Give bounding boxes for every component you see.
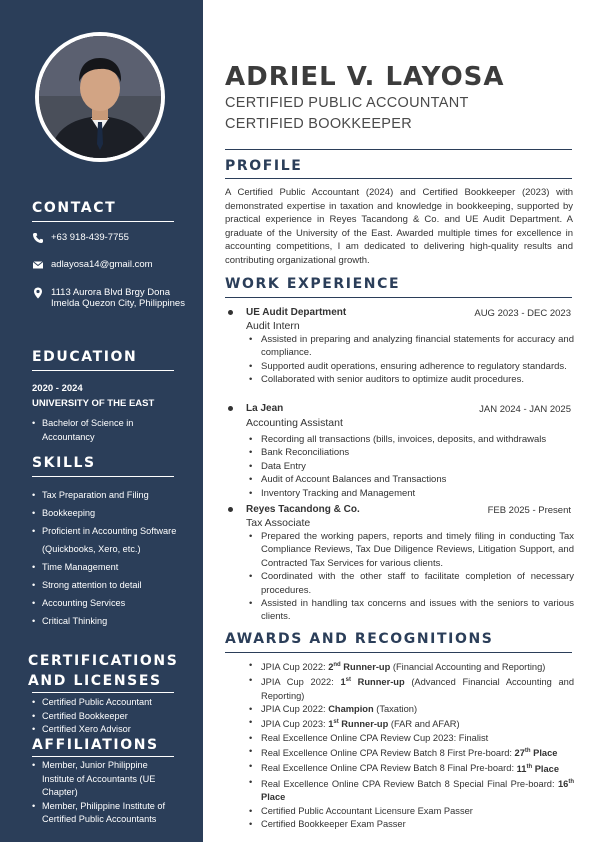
duty-item: • Supported audit operations, ensuring adherence to regulatory standards. bbox=[248, 360, 574, 373]
divider bbox=[32, 756, 174, 757]
award-item: • Real Excellence Online CPA Review Batch 8 First Pre-board: 27th Place bbox=[248, 745, 574, 760]
job-dates: AUG 2023 - DEC 2023 bbox=[474, 308, 571, 319]
award-item: • JPIA Cup 2022: 1st Runner-up (Advanced Financial Accounting and Reporting) bbox=[248, 674, 574, 703]
profile-summary: A Certified Public Accountant (2024) and Certified Bookkeeper (2023) with demonstrated expertise in taxation and knowledge in bookkeeping, supported by practical experience in Reyes Tacandong & Co. and UE Audit Department. A graduate of the University of the East. Awarded multiple times for excellence in accounting competitions, I am dedicated to delivering high-quality results and contributing organizational growth. bbox=[225, 187, 573, 266]
job-company: Reyes Tacandong & Co. bbox=[246, 504, 360, 515]
award-item: • JPIA Cup 2022: 2nd Runner-up (Financial Accounting and Reporting) bbox=[248, 659, 574, 674]
award-item: • Certified Public Accountant Licensure Exam Passer bbox=[248, 805, 574, 818]
affiliation-item: • Member, Junior Philippine Institute of Accountants (UE Chapter) bbox=[32, 759, 167, 800]
award-item: • JPIA Cup 2022: Champion (Taxation) bbox=[248, 703, 574, 716]
divider bbox=[225, 178, 572, 179]
certification-item: • Certified Bookkeeper bbox=[32, 710, 182, 724]
awards-list bbox=[248, 659, 574, 831]
job-bullet-icon bbox=[228, 406, 233, 411]
duty-item: • Data Entry bbox=[248, 460, 574, 473]
work-heading: WORK EXPERIENCE bbox=[225, 276, 401, 292]
divider bbox=[225, 297, 572, 298]
phone-number[interactable]: +63 918-439-7755 bbox=[51, 232, 129, 243]
award-item: • Real Excellence Online CPA Review Batch 8 Final Pre-board: 11th Place bbox=[248, 760, 574, 775]
mail-icon bbox=[32, 259, 44, 271]
divider bbox=[32, 221, 174, 222]
skill-item: • Strong attention to detail bbox=[32, 576, 177, 594]
award-item: • Real Excellence Online CPA Review Cup 2023: Finalist bbox=[248, 732, 574, 745]
awards-heading: AWARDS AND RECOGNITIONS bbox=[225, 631, 494, 647]
sidebar bbox=[0, 0, 203, 842]
skills-list bbox=[32, 486, 177, 630]
duty-item: • Assisted in handling tax concerns and issues with the seniors to various clients. bbox=[248, 597, 574, 624]
education-school: UNIVERSITY OF THE EAST bbox=[32, 398, 155, 409]
job-role: Tax Associate bbox=[246, 517, 311, 529]
title-line-2: CERTIFIED BOOKKEEPER bbox=[225, 116, 413, 132]
job-dates: JAN 2024 - JAN 2025 bbox=[479, 404, 571, 415]
award-item: • Certified Bookkeeper Exam Passer bbox=[248, 818, 574, 831]
education-degree-list bbox=[32, 416, 152, 444]
job-bullet-icon bbox=[228, 310, 233, 315]
profile-heading: PROFILE bbox=[225, 158, 303, 174]
location-pin-icon bbox=[32, 287, 44, 299]
duty-item: • Collaborated with senior auditors to optimize audit procedures. bbox=[248, 373, 574, 386]
skill-item: • Bookkeeping bbox=[32, 504, 177, 522]
award-item: • Real Excellence Online CPA Review Batch 8 Special Final Pre-board: 16th Place bbox=[248, 776, 574, 805]
divider bbox=[32, 476, 174, 477]
job-duties bbox=[248, 333, 574, 387]
duty-item: • Recording all transactions (bills, invoices, deposits, and withdrawals bbox=[248, 433, 574, 446]
phone-icon bbox=[32, 232, 44, 244]
address-text: 1113 Aurora Blvd Brgy Dona Imelda Quezon City, Philippines bbox=[51, 287, 185, 309]
divider bbox=[32, 692, 174, 693]
certifications-list bbox=[32, 696, 182, 737]
skills-heading: SKILLS bbox=[32, 455, 96, 471]
profile-photo bbox=[35, 32, 165, 162]
certifications-heading-line1: CERTIFICATIONS bbox=[28, 653, 179, 669]
affiliations-list bbox=[32, 759, 167, 827]
duty-item: • Bank Reconciliations bbox=[248, 446, 574, 459]
affiliation-item: • Member, Philippine Institute of Certified Public Accountants bbox=[32, 800, 167, 827]
award-item: • JPIA Cup 2023: 1st Runner-up (FAR and AFAR) bbox=[248, 716, 574, 731]
duty-item: • Prepared the working papers, reports and timely filing in conducting Tax Compliance Reviews, Tax Due Diligence Reviews, Litigation Support, and Contracted Tax Services for various clients. bbox=[248, 530, 574, 570]
duty-item: • Inventory Tracking and Management bbox=[248, 487, 574, 500]
job-company: UE Audit Department bbox=[246, 307, 347, 318]
education-heading: EDUCATION bbox=[32, 349, 138, 365]
job-bullet-icon bbox=[228, 507, 233, 512]
contact-heading: CONTACT bbox=[32, 200, 117, 216]
certifications-heading-line2: AND LICENSES bbox=[28, 673, 162, 689]
email-address[interactable]: adlayosa14@gmail.com bbox=[51, 259, 153, 270]
skill-item: • Accounting Services bbox=[32, 594, 177, 612]
affiliations-heading: AFFILIATIONS bbox=[32, 737, 159, 753]
certification-item: • Certified Xero Advisor bbox=[32, 723, 182, 737]
avatar bbox=[39, 36, 161, 158]
certification-item: • Certified Public Accountant bbox=[32, 696, 182, 710]
education-years: 2020 - 2024 bbox=[32, 383, 83, 394]
skill-item: • Proficient in Accounting Software (Quickbooks, Xero, etc.) bbox=[32, 522, 177, 558]
divider bbox=[32, 370, 174, 371]
duty-item: • Coordinated with the other staff to facilitate completion of necessary procedures. bbox=[248, 570, 574, 597]
candidate-name: ADRIEL V. LAYOSA bbox=[225, 62, 505, 92]
job-role: Audit Intern bbox=[246, 320, 300, 332]
duty-item: • Assisted in preparing and analyzing financial statements for accuracy and compliance. bbox=[248, 333, 574, 360]
divider bbox=[225, 149, 572, 150]
job-duties bbox=[248, 530, 574, 624]
job-company: La Jean bbox=[246, 403, 284, 414]
job-role: Accounting Assistant bbox=[246, 417, 343, 429]
skill-item: • Tax Preparation and Filing bbox=[32, 486, 177, 504]
job-dates: FEB 2025 - Present bbox=[487, 505, 571, 516]
divider bbox=[225, 652, 572, 653]
education-degree: • Bachelor of Science in Accountancy bbox=[32, 416, 152, 444]
duty-item: • Audit of Account Balances and Transactions bbox=[248, 473, 574, 486]
skill-item: • Critical Thinking bbox=[32, 612, 177, 630]
title-line-1: CERTIFIED PUBLIC ACCOUNTANT bbox=[225, 95, 469, 111]
main-content bbox=[203, 0, 595, 842]
job-duties bbox=[248, 433, 574, 500]
skill-item: • Time Management bbox=[32, 558, 177, 576]
